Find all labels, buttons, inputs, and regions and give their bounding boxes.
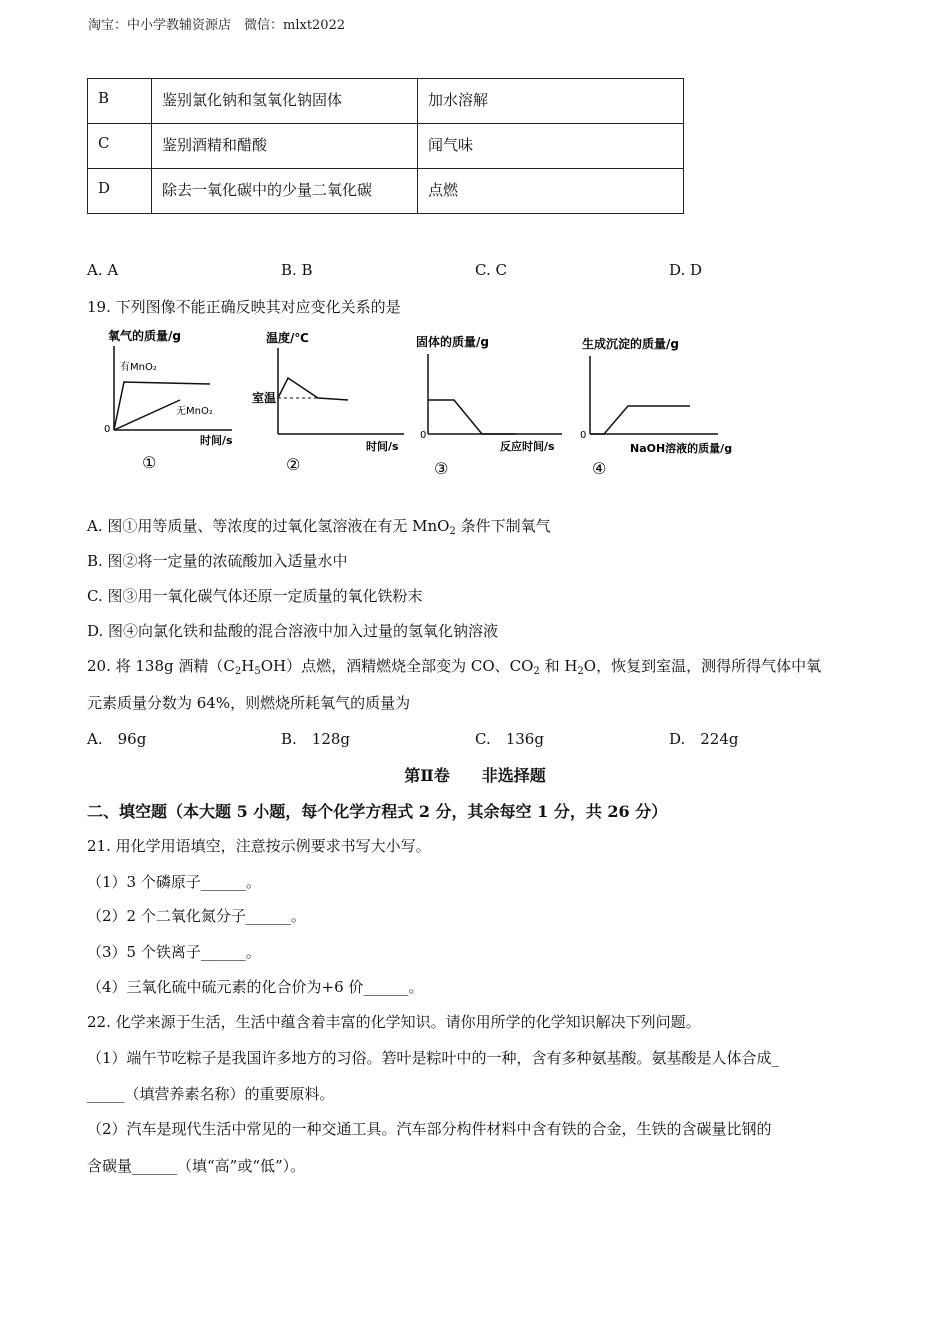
graph-3-number: ③ — [434, 459, 449, 478]
graph-4-number: ④ — [592, 459, 607, 478]
graph-1-origin: 0 — [104, 424, 111, 435]
graph-3 — [412, 322, 572, 486]
table-cell-method: 闻气味 — [418, 124, 684, 169]
q20-choice-d: D. 224g — [669, 730, 739, 748]
q20-choice-a: A. 96g — [87, 730, 147, 748]
graph-4-ylabel: 生成沉淀的质量/g — [582, 337, 679, 351]
graph-2-number: ② — [286, 455, 301, 474]
graph-3-curve — [428, 400, 516, 434]
q19-stem: 19. 下列图像不能正确反映其对应变化关系的是 — [87, 298, 401, 316]
graph-1-number: ① — [142, 453, 157, 472]
q21-item: （3）5 个铁离子______。 — [87, 943, 261, 961]
table-cell-method: 加水溶解 — [418, 79, 684, 124]
graph-1 — [100, 322, 250, 486]
q21-item: （1）3 个磷原子______。 — [87, 873, 261, 891]
table-cell-purpose: 除去一氧化碳中的少量二氧化碳 — [152, 169, 418, 214]
graph-2-xlabel: 时间/s — [366, 440, 399, 453]
q22-part2-line1: （2）汽车是现代生活中常见的一种交通工具。汽车部分构件材料中含有铁的合金，生铁的含碳量比钢的 — [87, 1120, 772, 1138]
graph-2 — [248, 322, 408, 486]
graph-2-curve — [278, 378, 348, 400]
graph-3-origin: 0 — [420, 430, 427, 441]
graph-2-ylabel: 温度/℃ — [266, 331, 309, 345]
q18-choice-b: B. B — [281, 261, 313, 279]
q22-part2-line2: 含碳量______（填“高”或“低”）。 — [87, 1157, 306, 1175]
q21-item: （4）三氧化硫中硫元素的化合价为+6 价______。 — [87, 978, 424, 996]
table-cell-label: B — [88, 79, 152, 124]
q19-option-d: D. 图④向氯化铁和盐酸的混合溶液中加入过量的氢氧化钠溶液 — [87, 622, 499, 640]
graph-1-ylabel: 氧气的质量/g — [108, 329, 181, 343]
q20-stem-line1: 20. 将 138g 酒精$(C_2H_5OH)$点燃，酒精燃烧全部变为 CO、$CO_2$ 和 $H_2O$，恢复到室温，测得所得气体中氧 — [87, 657, 822, 677]
q21-item: （2）2 个二氧化氮分子______。 — [87, 907, 306, 925]
q18-choice-d: D. D — [669, 261, 703, 279]
table-cell-label: C — [88, 124, 152, 169]
q22-part1-line2: _____（填营养素名称）的重要原料。 — [87, 1085, 335, 1103]
table-row — [88, 79, 684, 124]
q20-stem-line2: 元素质量分数为 64%，则燃烧所耗氧气的质量为 — [87, 694, 411, 712]
graph-1-label-with: 有MnO₂ — [120, 362, 157, 373]
graph-1-label-without: 无MnO₂ — [176, 406, 213, 417]
graph-4-xlabel: NaOH溶液的质量/g — [630, 442, 733, 455]
graph-4-curve — [590, 406, 690, 434]
q21-stem: 21. 用化学用语填空，注意按示例要求书写大小写。 — [87, 837, 431, 855]
q20-choice-b: B. 128g — [281, 730, 351, 748]
q18-choice-a: A. A — [87, 261, 119, 279]
table-row — [88, 124, 684, 169]
q22-stem: 22. 化学来源于生活，生活中蕴含着丰富的化学知识。请你用所学的化学知识解决下列问题。 — [87, 1013, 701, 1031]
part2-title: 第Ⅱ卷 非选择题 — [404, 766, 546, 785]
table-cell-purpose: 鉴别氯化钠和氢氧化钠固体 — [152, 79, 418, 124]
graph-4-origin: 0 — [580, 430, 587, 441]
table-row — [88, 169, 684, 214]
table-cell-method: 点燃 — [418, 169, 684, 214]
table-cell-purpose: 鉴别酒精和醋酸 — [152, 124, 418, 169]
options-table — [87, 78, 684, 214]
q19-option-a: A. 图①用等质量、等浓度的过氧化氢溶液在有无 MnO$_2$ 条件下制氧气 — [87, 517, 551, 537]
q19-option-b: B. 图②将一定量的浓硫酸加入适量水中 — [87, 552, 348, 570]
q19-option-c: C. 图③用一氧化碳气体还原一定质量的氧化铁粉末 — [87, 587, 423, 605]
q20-choice-c: C. 136g — [475, 730, 544, 748]
q22-part1-line1: （1）端午节吃粽子是我国许多地方的习俗。箬叶是粽叶中的一种，含有多种氨基酸。氨基酸是人体合成_ — [87, 1049, 780, 1067]
q18-choice-c: C. C — [475, 261, 507, 279]
graph-3-xlabel: 反应时间/s — [500, 440, 555, 453]
page-header: 淘宝：中小学教辅资源店 微信：mlxt2022 — [88, 18, 346, 33]
graph-2-room-temp: 室温 — [252, 391, 277, 405]
table-cell-label: D — [88, 169, 152, 214]
graph-1-xlabel: 时间/s — [200, 434, 233, 447]
graph-1-curve-without-mno2 — [114, 400, 180, 430]
graph-3-ylabel: 固体的质量/g — [416, 335, 489, 349]
graph-4 — [578, 322, 748, 486]
section-title: 二、填空题（本大题 5 小题，每个化学方程式 2 分，其余每空 1 分，共 26 分） — [87, 802, 668, 821]
